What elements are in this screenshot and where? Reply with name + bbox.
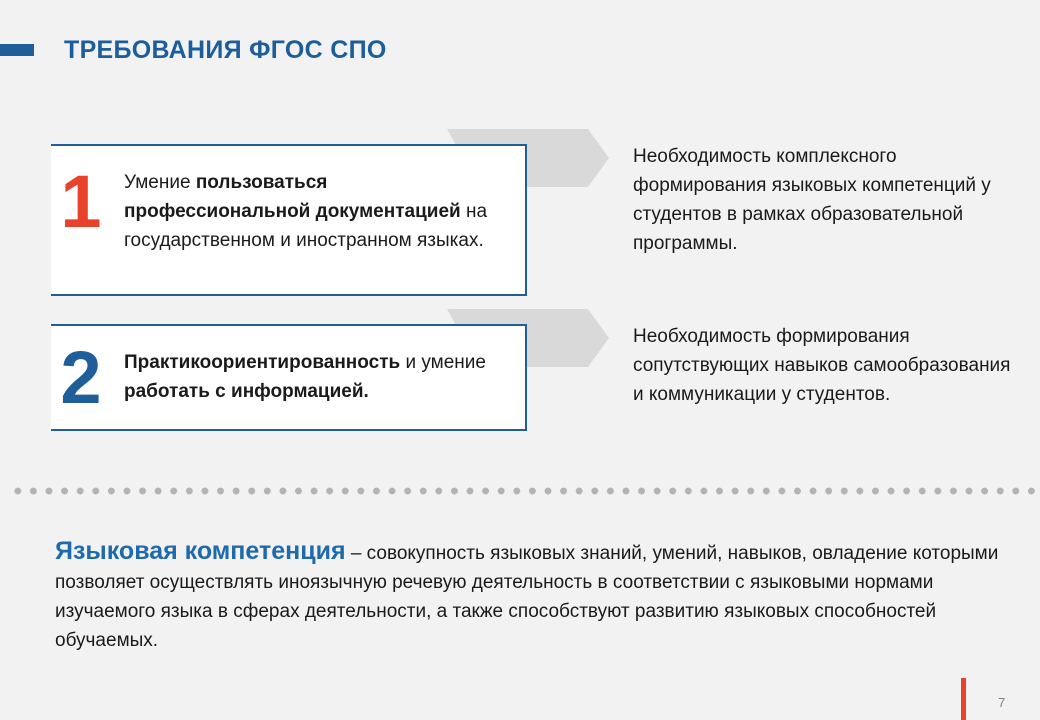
requirement-1-part-1: Умение xyxy=(124,172,196,193)
requirement-box-1 xyxy=(51,144,527,296)
slide-title: ТРЕБОВАНИЯ ФГОС СПО xyxy=(64,36,387,64)
definition-body: – совокупность языковых знаний, умений, навыков, овладение которыми позволяет осуществлять иноязычную речевую деятельность в соответствии с языковыми нормами изучаемого языка в сферах деятельности, а также способствуют развитию языковых способностей обучаемых. xyxy=(55,543,999,651)
page-number: 7 xyxy=(998,695,1006,710)
requirement-number-2: 2 xyxy=(60,336,102,419)
requirement-number-1: 1 xyxy=(60,160,102,243)
dotted-divider xyxy=(10,487,1040,495)
requirement-2-part-1: Практикоориентированность xyxy=(124,352,401,373)
requirement-1-part-3: на государственном и иностранном языках. xyxy=(124,201,488,251)
requirement-note-2: Необходимость формирования сопутствующих навыков самообразования и коммуникации у студентов. xyxy=(633,326,1011,405)
requirement-1-part-2: пользоваться профессиональной документацией xyxy=(124,172,461,222)
requirement-2-part-2: и умение xyxy=(400,352,486,373)
definition-block xyxy=(55,537,1015,655)
requirement-note-1: Необходимость комплексного формирования языковых компетенций у студентов в рамках образовательной программы. xyxy=(633,146,991,254)
title-accent-bar xyxy=(0,44,34,56)
requirement-box-2 xyxy=(51,324,527,431)
requirement-text-1 xyxy=(124,168,501,255)
footer-accent-bar xyxy=(961,678,966,720)
requirement-2-part-3: работать с информацией. xyxy=(124,381,369,402)
requirement-text-2 xyxy=(124,348,501,406)
definition-term: Языковая компетенция xyxy=(55,537,346,565)
